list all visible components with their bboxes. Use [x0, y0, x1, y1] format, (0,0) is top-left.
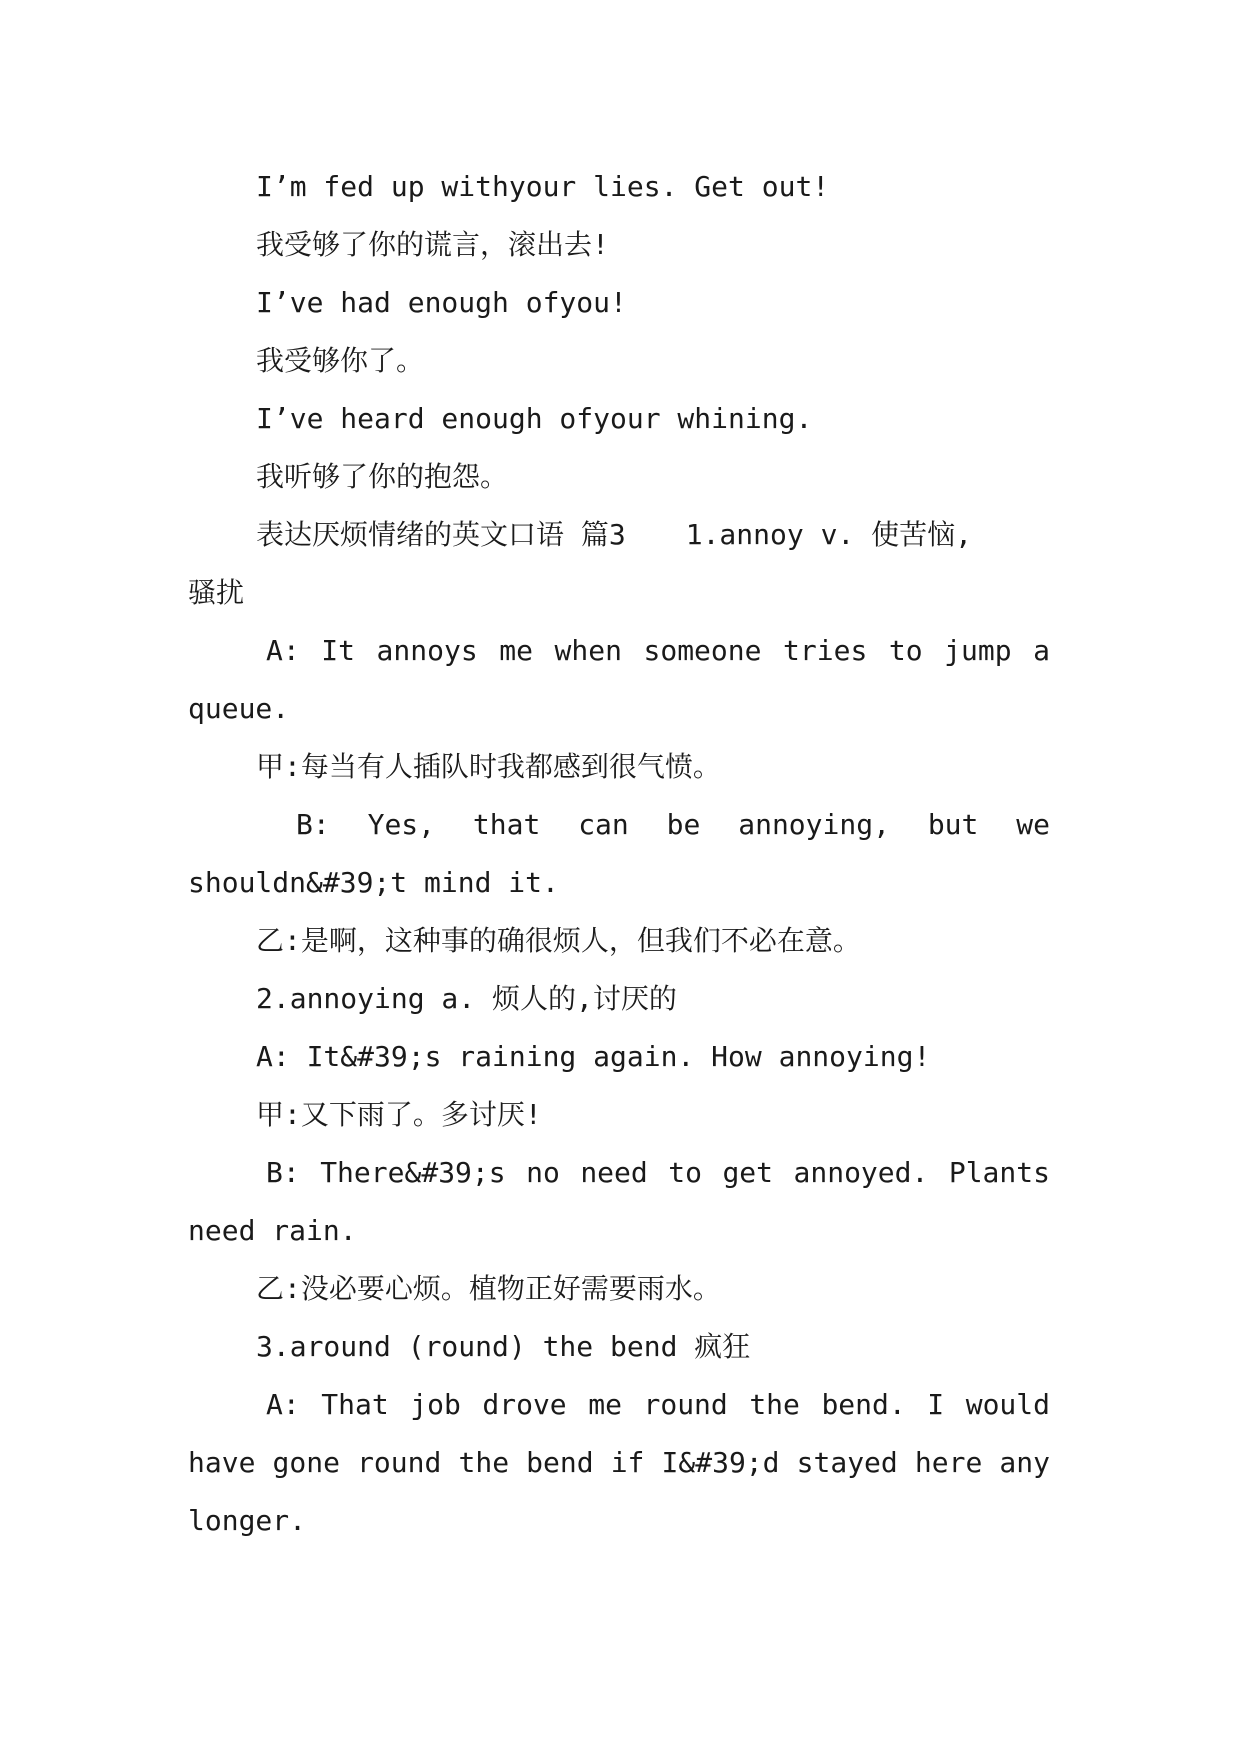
- dialog-translation-a: 甲:每当有人插队时我都感到很气愤。: [256, 750, 721, 783]
- text-line: 我受够你了。: [256, 344, 425, 377]
- section-heading: [188, 506, 1050, 564]
- text-line: 我听够了你的抱怨。: [256, 460, 509, 493]
- dialog-translation-b: 乙:是啊，这种事的确很烦人，但我们不必在意。: [256, 924, 861, 957]
- section-title: 表达厌烦情绪的英文口语 篇3: [256, 518, 626, 551]
- dialog-line-a-cont: queue.: [188, 692, 290, 725]
- text-line: I’ve had enough ofyou!: [256, 286, 627, 319]
- dialog-line-a: A: It annoys me when someone tries to jump a: [266, 634, 1050, 667]
- dialog-line-b-cont: shouldn&#39;t mind it.: [188, 866, 559, 899]
- dialog-line-b: B: Yes, that can be annoying, but we: [296, 808, 1050, 841]
- section-item-continuation: 骚扰: [188, 576, 245, 609]
- item-heading: 3.around (round) the bend 疯狂: [256, 1330, 751, 1363]
- dialog-line-a: A: It&#39;s raining again. How annoying!: [256, 1040, 931, 1073]
- dialog-translation-b: 乙:没必要心烦。植物正好需要雨水。: [256, 1272, 721, 1305]
- dialog-line-a-cont: longer.: [188, 1504, 307, 1537]
- dialog-line-a: A: That job drove me round the bend. I would: [266, 1388, 1050, 1421]
- dialog-line-b: B: There&#39;s no need to get annoyed. Plants: [266, 1156, 1050, 1189]
- dialog-line-a-cont: have gone round the bend if I&#39;d stayed here any: [188, 1446, 1050, 1479]
- text-line: I’m fed up withyour lies. Get out!: [256, 170, 830, 203]
- dialog-line-b-cont: need rain.: [188, 1214, 357, 1247]
- item-heading: 2.annoying a. 烦人的,讨厌的: [256, 982, 677, 1015]
- document-body: [188, 158, 1050, 1550]
- text-line: I’ve heard enough ofyour whining.: [256, 402, 813, 435]
- section-item-first: 1.annoy v. 使苦恼,: [685, 518, 973, 551]
- text-line: 我受够了你的谎言，滚出去!: [256, 228, 609, 261]
- dialog-translation-a: 甲:又下雨了。多讨厌!: [256, 1098, 542, 1131]
